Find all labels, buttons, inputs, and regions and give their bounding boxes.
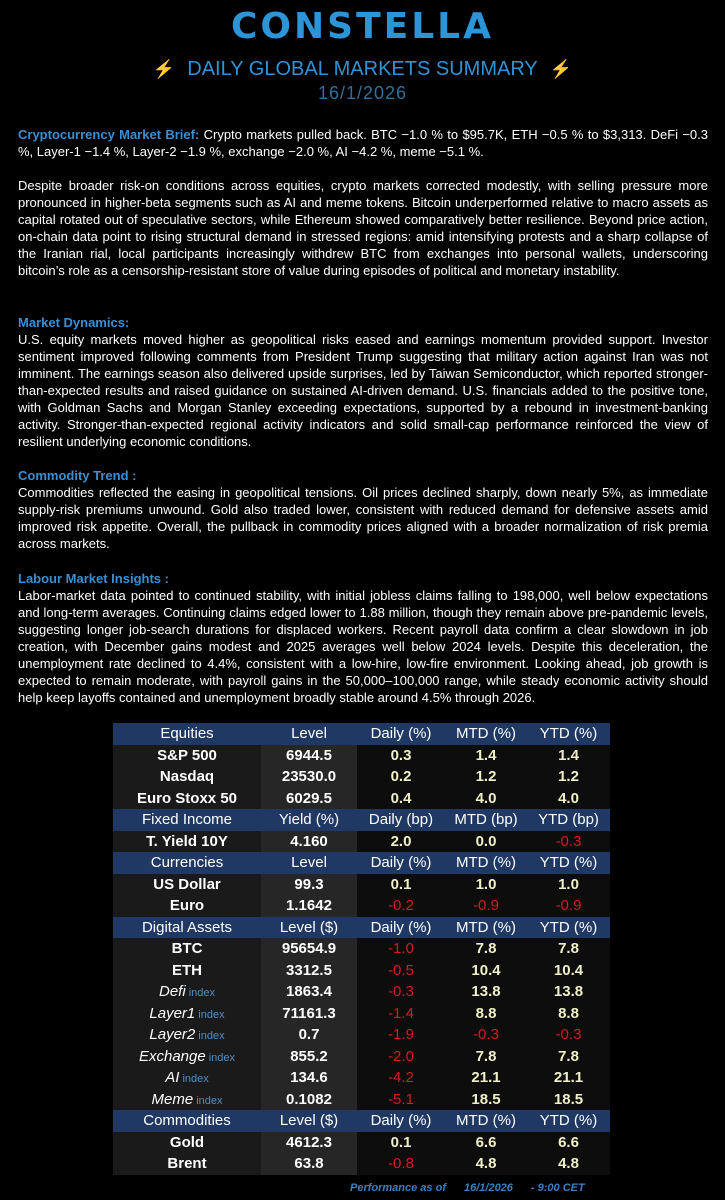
level-cell: 3312.5 [261, 960, 357, 982]
asset-name-cell [113, 1024, 261, 1046]
asset-name-cell [113, 831, 261, 853]
index-tag: index [182, 1073, 209, 1086]
change-cell: 0.1 [357, 874, 445, 896]
change-cell: -0.8 [357, 1153, 445, 1175]
asset-name: S&P 500 [157, 746, 217, 764]
column-header: Commodities [113, 1110, 261, 1132]
level-cell: 1.1642 [261, 895, 357, 917]
change-cell: 1.4 [527, 745, 610, 767]
level-cell: 71161.3 [261, 1003, 357, 1025]
crypto-lead-paragraph [18, 126, 708, 160]
change-cell: 2.0 [357, 831, 445, 853]
index-tag: index [198, 1008, 225, 1021]
brand-logo [0, 0, 725, 50]
table-row [113, 1132, 610, 1154]
asset-name-cell [113, 1046, 261, 1068]
commodity-section [18, 467, 708, 552]
change-cell: 18.5 [445, 1089, 527, 1111]
asset-name: Defi [159, 983, 186, 1001]
table-row [113, 981, 610, 1003]
asset-name-cell [113, 1003, 261, 1025]
change-cell: -0.3 [445, 1024, 527, 1046]
table-row [113, 1067, 610, 1089]
change-cell: 10.4 [527, 960, 610, 982]
level-cell: 1863.4 [261, 981, 357, 1003]
crypto-heading: Cryptocurrency Market Brief: [18, 127, 200, 142]
asset-name: Brent [167, 1155, 207, 1173]
table-group-header [113, 809, 610, 831]
report-title-text: DAILY GLOBAL MARKETS SUMMARY [187, 58, 538, 80]
change-cell: 4.0 [445, 788, 527, 810]
column-header: MTD (bp) [445, 809, 527, 831]
change-cell: 18.5 [527, 1089, 610, 1111]
column-header: Digital Assets [113, 917, 261, 939]
column-header: YTD (%) [527, 917, 610, 939]
lightning-icon: ⚡ [152, 59, 176, 79]
asset-name: Euro Stoxx 50 [136, 789, 238, 807]
level-cell: 63.8 [261, 1153, 357, 1175]
change-cell: 0.0 [445, 831, 527, 853]
level-cell: 134.6 [261, 1067, 357, 1089]
markets-table [113, 723, 610, 1175]
table-row [113, 766, 610, 788]
performance-footer [350, 1182, 603, 1194]
change-cell: 0.3 [357, 745, 445, 767]
table-row [113, 1003, 610, 1025]
asset-name-cell [113, 874, 261, 896]
asset-name-cell [113, 981, 261, 1003]
change-cell: -0.3 [527, 1024, 610, 1046]
change-cell: 1.0 [527, 874, 610, 896]
index-tag: index [208, 1051, 235, 1064]
footer-date: 16/1/2026 [463, 1182, 513, 1194]
asset-name: US Dollar [153, 875, 221, 893]
column-header: Level ($) [261, 917, 357, 939]
brand-logo-text: CONSTELLA [231, 6, 494, 47]
change-cell: -1.0 [357, 938, 445, 960]
labour-body: Labor-market data pointed to continued stability, with initial jobless claims falling to 198,000, well below expectations and long-term averages. Continuing claims edged lower to 1.88 million, though they remain above pre-pandemic levels, suggesting longer job-search durations for displaced workers. Recent payroll data confirm a clear slowdown in job creation, with December gains modest and 2025 averages well below 2024 levels. Despite this deceleration, the unemployment rate declined to 4.4%, consistent with a low-hire, low-fire environment. Looking ahead, job growth is expected to remain moderate, with payroll gains in the 50,000–100,000 range, while steady economic activity should help keep layoffs contained and unemployment broadly stable around 4.5% through 2026. [18, 588, 708, 705]
asset-name-cell [113, 1067, 261, 1089]
change-cell: -0.9 [445, 895, 527, 917]
lightning-icon: ⚡ [549, 59, 573, 79]
column-header: Equities [113, 723, 261, 745]
dynamics-heading: Market Dynamics: [18, 315, 130, 330]
change-cell: -0.5 [357, 960, 445, 982]
change-cell: -0.9 [527, 895, 610, 917]
table-row [113, 874, 610, 896]
table-row [113, 788, 610, 810]
change-cell: 8.8 [445, 1003, 527, 1025]
commodity-heading: Commodity Trend : [18, 468, 137, 483]
index-tag: index [196, 1094, 223, 1107]
level-cell: 4612.3 [261, 1132, 357, 1154]
change-cell: 8.8 [527, 1003, 610, 1025]
change-cell: 13.8 [527, 981, 610, 1003]
crypto-lead-text: Crypto markets pulled back. BTC −1.0 % to $95.7K, ETH −0.5 % to $3,313. DeFi −0.3 %, Layer-1 −1.4 %, Layer-2 −1.9 %, exchange −2.0 %, AI −4.2 %, meme −5.1 %. [18, 127, 708, 159]
change-cell: -0.2 [357, 895, 445, 917]
report-title [0, 58, 725, 81]
column-header: Currencies [113, 852, 261, 874]
footer-time: - 9:00 CET [530, 1182, 585, 1194]
crypto-body: Despite broader risk-on conditions across equities, crypto markets corrected modestly, with selling pressure more pronounced in higher-beta segments such as AI and meme tokens. Bitcoin underperformed relative to macro assets as capital rotated out of speculative sectors, while Ethereum showed comparatively better resilience. Beyond price action, on-chain data point to rising structural demand in stressed regions: amid intensifying protests and a sharp collapse of the Iranian rial, local participants increasingly withdrew BTC from exchanges into personal wallets, underscoring bitcoin’s role as a censorship-resistant store of value during episodes of political and monetary instability. [18, 178, 708, 278]
asset-name-cell [113, 766, 261, 788]
column-header: Daily (%) [357, 723, 445, 745]
change-cell: -0.3 [357, 981, 445, 1003]
change-cell: -4.2 [357, 1067, 445, 1089]
column-header: Daily (%) [357, 917, 445, 939]
commodity-body: Commodities reflected the easing in geopolitical tensions. Oil prices declined sharply, down nearly 5%, as immediate supply-risk premiums unwound. Gold also traded lower, consistent with reduced demand for defensive assets amid improved risk appetite. Overall, the pullback in commodity prices aligned with a broader normalization of risk premia across markets. [18, 485, 708, 551]
change-cell: 13.8 [445, 981, 527, 1003]
asset-name-cell [113, 895, 261, 917]
asset-name-cell [113, 1089, 261, 1111]
column-header: MTD (%) [445, 1110, 527, 1132]
column-header: Level [261, 852, 357, 874]
change-cell: 0.1 [357, 1132, 445, 1154]
change-cell: 1.2 [445, 766, 527, 788]
table-row [113, 1046, 610, 1068]
table-row [113, 831, 610, 853]
change-cell: 4.0 [527, 788, 610, 810]
crypto-section [18, 126, 708, 279]
table-group-header [113, 917, 610, 939]
change-cell: 7.8 [445, 938, 527, 960]
column-header: Level ($) [261, 1110, 357, 1132]
table-group-header [113, 723, 610, 745]
column-header: YTD (%) [527, 1110, 610, 1132]
change-cell: 0.4 [357, 788, 445, 810]
level-cell: 855.2 [261, 1046, 357, 1068]
change-cell: 7.8 [445, 1046, 527, 1068]
asset-name: ETH [172, 961, 202, 979]
dynamics-body: U.S. equity markets moved higher as geopolitical risks eased and earnings momentum provided support. Investor sentiment improved following comments from President Trump suggesting that military action against Iran was not imminent. The earnings season also delivered upside surprises, led by Taiwan Semiconductor, which reported stronger-than-expected results and raised guidance on sustained AI-driven demand. U.S. financials added to the positive tone, with Goldman Sachs and Morgan Stanley exceeding expectations, supported by a rebound in investment-banking activity. Stronger-than-expected regional activity indicators and solid small-cap performance reinforced the view of resilient underlying economic conditions. [18, 332, 708, 449]
change-cell: 7.8 [527, 938, 610, 960]
table-row [113, 745, 610, 767]
change-cell: -1.4 [357, 1003, 445, 1025]
table-row [113, 895, 610, 917]
labour-heading: Labour Market Insights : [18, 571, 169, 586]
asset-name-cell [113, 1132, 261, 1154]
asset-name: T. Yield 10Y [146, 832, 228, 850]
asset-name: BTC [171, 940, 203, 958]
asset-name: Nasdaq [159, 768, 215, 786]
column-header: YTD (bp) [527, 809, 610, 831]
column-header: Daily (%) [357, 1110, 445, 1132]
asset-name: Layer2 [149, 1026, 196, 1044]
index-tag: index [188, 987, 215, 1000]
change-cell: 4.8 [527, 1153, 610, 1175]
change-cell: -5.1 [357, 1089, 445, 1111]
change-cell: 21.1 [445, 1067, 527, 1089]
asset-name: Gold [169, 1133, 205, 1151]
table-row [113, 938, 610, 960]
change-cell: 10.4 [445, 960, 527, 982]
change-cell: 21.1 [527, 1067, 610, 1089]
asset-name: Meme [151, 1090, 194, 1108]
asset-name-cell [113, 788, 261, 810]
table-group-header [113, 852, 610, 874]
level-cell: 0.7 [261, 1024, 357, 1046]
table-group-header [113, 1110, 610, 1132]
dynamics-section [18, 314, 708, 450]
change-cell: 4.8 [445, 1153, 527, 1175]
table-row [113, 1089, 610, 1111]
level-cell: 6944.5 [261, 745, 357, 767]
change-cell: 1.4 [445, 745, 527, 767]
column-header: Daily (%) [357, 852, 445, 874]
level-cell: 95654.9 [261, 938, 357, 960]
change-cell: -1.9 [357, 1024, 445, 1046]
index-tag: index [198, 1030, 225, 1043]
asset-name-cell [113, 1153, 261, 1175]
table-row [113, 1024, 610, 1046]
level-cell: 99.3 [261, 874, 357, 896]
column-header: YTD (%) [527, 852, 610, 874]
change-cell: 7.8 [527, 1046, 610, 1068]
level-cell: 6029.5 [261, 788, 357, 810]
change-cell: 6.6 [527, 1132, 610, 1154]
asset-name: Euro [169, 897, 205, 915]
change-cell: -2.0 [357, 1046, 445, 1068]
column-header: Fixed Income [113, 809, 261, 831]
change-cell: 1.0 [445, 874, 527, 896]
change-cell: -0.3 [527, 831, 610, 853]
asset-name: AI [165, 1069, 180, 1087]
column-header: Daily (bp) [357, 809, 445, 831]
column-header: YTD (%) [527, 723, 610, 745]
asset-name-cell [113, 960, 261, 982]
column-header: MTD (%) [445, 917, 527, 939]
change-cell: 0.2 [357, 766, 445, 788]
level-cell: 4.160 [261, 831, 357, 853]
asset-name-cell [113, 745, 261, 767]
column-header: Level [261, 723, 357, 745]
asset-name: Layer1 [149, 1004, 196, 1022]
report-date: 16/1/2026 [317, 83, 408, 103]
column-header: Yield (%) [261, 809, 357, 831]
labour-section [18, 570, 708, 706]
asset-name: Exchange [138, 1047, 206, 1065]
footer-label: Performance as of [350, 1182, 446, 1194]
level-cell: 23530.0 [261, 766, 357, 788]
column-header: MTD (%) [445, 852, 527, 874]
table-row [113, 960, 610, 982]
level-cell: 0.1082 [261, 1089, 357, 1111]
change-cell: 1.2 [527, 766, 610, 788]
column-header: MTD (%) [445, 723, 527, 745]
change-cell: 6.6 [445, 1132, 527, 1154]
asset-name-cell [113, 938, 261, 960]
table-row [113, 1153, 610, 1175]
